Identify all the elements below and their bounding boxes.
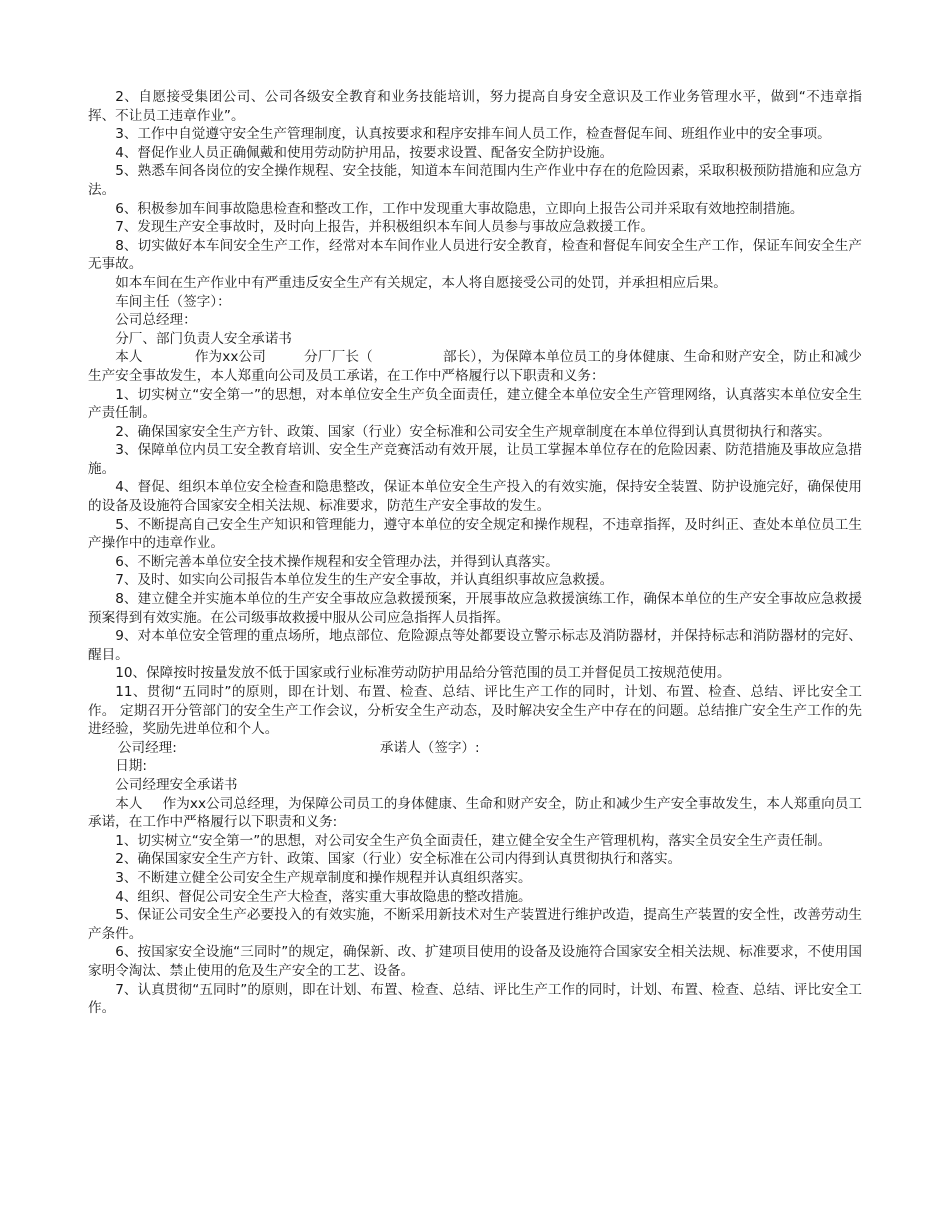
intro-dept-head: 部长），为保障本单位员工的身体健康、生命和财产安全，防止和减少生产安全事故发生，本人郑重向公司及员工承诺，在工作中严格履行以下职责和义务： [88,349,863,384]
branch-item-10: 10、保障按时按量发放不低于国家或行业标准劳动防护用品给分管范围的员工并督促员工按规范使用。 [115,665,731,682]
branch-item-5: 5、不断提高自己安全生产知识和管理能力，遵守本单位的安全规定和操作规程，不违章指挥，及时纠正、查处本单位员工生产操作中的违章作业。 [88,516,862,552]
branch-item-11: 11、贯彻“五同时”的原则，即在计划、布置、检查、总结、评比生产工作的同时，计划、布置、检查、总结、评比安全工作。 定期召开分管部门的安全生产工作会议，分析安全生产动态，及时解决安全生产中存在的问题。总结推广安全生产工作的先进经验，奖励先进单位和个人。 [88,684,862,738]
general-manager-signature: 公司总经理： [115,312,197,329]
workshop-item-8: 8、切实做好本车间安全生产工作，经常对本车间作业人员进行安全教育，检查和督促车间安全生产工作，保证车间安全生产无事故。 [88,237,862,273]
branch-date: 日期: [115,758,147,775]
manager-item-1: 1、切实树立“安全第一”的思想，对公司安全生产负全面责任，建立健全安全生产管理机构，落实全员安全生产责任制。 [115,832,832,849]
workshop-director-signature: 车间主任（签字）： [115,293,231,310]
manager-item-6: 6、按国家安全设施“三同时”的规定，确保新、改、扩建项目使用的设备及设施符合国家安全相关法规、标准要求，不使用国家明令淘汰、禁止使用的危及生产安全的工艺、设备。 [88,944,862,979]
branch-item-4: 4、督促、组织本单位安全检查和隐患整改，保证本单位安全生产投入的有效实施，保持安全装置、防护设施完好，确保使用的设备及设施符合国家安全相关法规、标准要求，防范生产安全事故的发生。 [88,479,862,515]
branch-signature-row [88,739,862,758]
branch-item-2: 2、确保国家安全生产方针、政策、国家（行业）安全标准和公司安全生产规章制度在本单位得到认真贯彻执行和落实。 [115,423,831,440]
workshop-item-7: 7、发现生产安全事故时，及时向上报告，并积极组织本车间人员参与事故应急救援工作。 [115,219,654,236]
promisor-signature: 承诺人（签字）: [379,739,480,756]
branch-item-3: 3、保障单位内员工安全教育培训、安全生产竞赛活动有效开展，让员工掌握本单位存在的危险因素、防范措施及事故应急措施。 [88,442,862,477]
branch-commitment-title: 分厂、部门负责人安全承诺书 [115,330,292,347]
manager-item-2: 2、确保国家安全生产方针、政策、国家（行业）安全标准在公司内得到认真贯彻执行和落实。 [115,851,682,868]
intro-company: 作为xx公司 [194,349,267,366]
intro-factory-head: 分厂厂长（ [304,349,373,366]
branch-item-9: 9、对本单位安全管理的重点场所，地点部位、危险源点等处都要设立警示标志及消防器材，并保持标志和消防器材的完好、醒目。 [88,628,862,663]
manager-item-5: 5、保证公司安全生产必要投入的有效实施，不断采用新技术对生产装置进行维护改造，提高生产装置的安全性，改善劳动生产条件。 [88,907,862,942]
intro-role: 作为xx公司总经理，为保障公司员工的身体健康、生命和财产安全，防止和减少生产安全事故发生，本人郑重向员工承诺，在工作中严格履行以下职责和义务: [88,795,863,831]
intro-self: 本人 [115,349,143,366]
workshop-item-5: 5、熟悉车间各岗位的安全操作规程、安全技能，知道本车间范围内生产作业中存在的危险因素，采取积极预防措施和应急方法。 [88,163,862,198]
manager-item-7: 7、认真贯彻“五同时”的原则，即在计划、布置、检查、总结、评比生产工作的同时，计划、布置、检查、总结、评比安全工作。 [88,981,862,1017]
workshop-item-3: 3、工作中自觉遵守安全生产管理制度，认真按要求和程序安排车间人员工作，检查督促车间、班组作业中的安全事项。 [115,126,831,143]
manager-item-3: 3、不断建立健全公司安全生产规章制度和操作规程并认真组织落实。 [115,869,532,886]
intro-self: 本人 [115,795,143,812]
workshop-item-4: 4、督促作业人员正确佩戴和使用劳动防护用品，按要求设置、配备安全防护设施。 [115,144,614,161]
manager-commitment-intro [88,795,862,832]
manager-commitment-title: 公司经理安全承诺书 [115,776,238,793]
workshop-penalty-clause: 如本车间在生产作业中有严重违反安全生产有关规定，本人将自愿接受公司的处罚，并承担相应后果。 [115,274,727,291]
branch-commitment-intro [88,348,862,385]
workshop-item-2: 2、自愿接受集团公司、公司各级安全教育和业务技能培训，努力提高自身安全意识及工作业务管理水平，做到“不违章指挥、不让员工违章作业”。 [88,89,862,124]
manager-item-4: 4、组织、督促公司安全生产大检查，落实重大事故隐患的整改措施。 [115,888,532,905]
branch-item-8: 8、建立健全并实施本单位的生产安全事故应急救援预案，开展事故应急救援演练工作，确保本单位的生产安全事故应急救援预案得到有效实施。在公司级事故救援中服从公司应急指挥人员指挥。 [88,591,862,626]
workshop-item-6: 6、积极参加车间事故隐患检查和整改工作，工作中发现重大事故隐患，立即向上报告公司并采取有效地控制措施。 [115,200,804,217]
branch-item-1: 1、切实树立“安全第一”的思想，对本单位安全生产负全面责任，建立健全本单位安全生产管理网络，认真落实本单位安全生产责任制。 [88,386,862,422]
branch-item-6: 6、不断完善本单位安全技术操作规程和安全管理办法，并得到认真落实。 [115,553,559,570]
company-manager-signature: 公司经理: [117,739,177,756]
branch-item-7: 7、及时、如实向公司报告本单位发生的生产安全事故，并认真组织事故应急救援。 [115,572,614,589]
